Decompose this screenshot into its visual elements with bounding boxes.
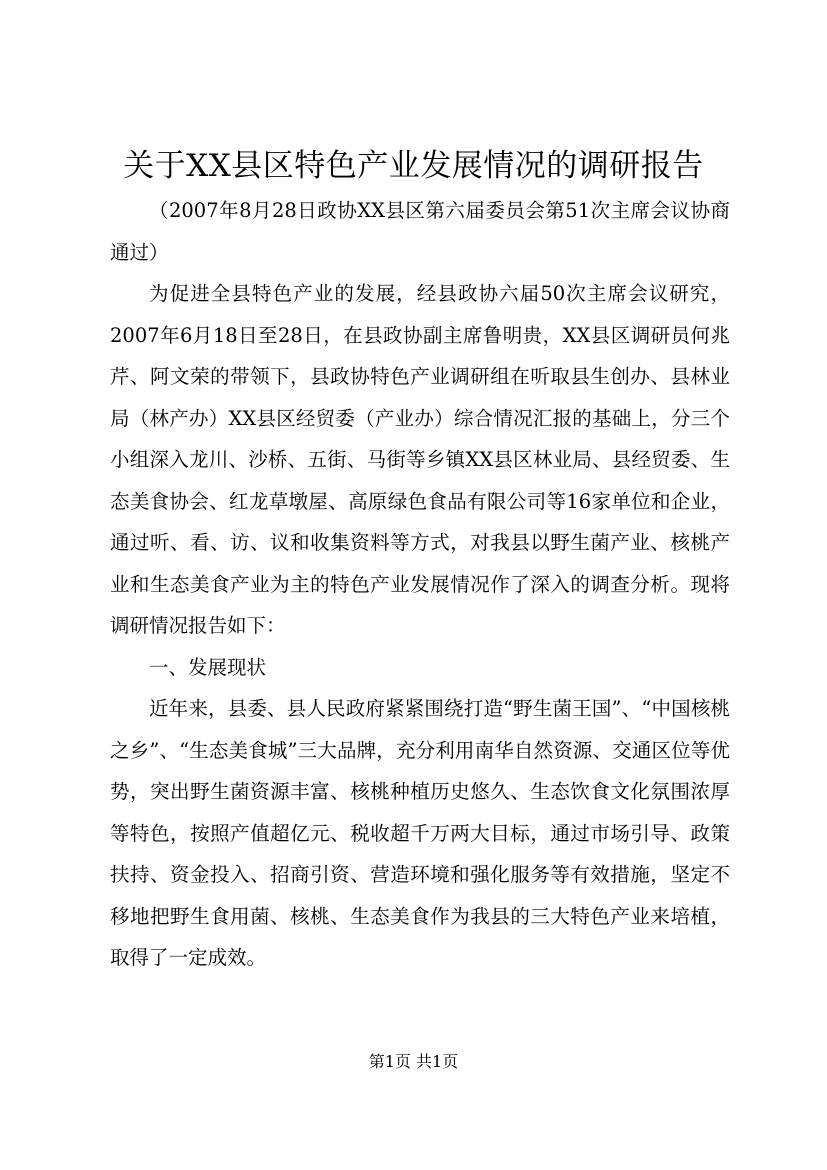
- page-number-footer: 第1页 共1页: [368, 1052, 459, 1071]
- document-title: 关于XX县区特色产业发展情况的调研报告: [123, 148, 704, 184]
- document-body: [110, 190, 730, 979]
- intro-paragraph: 为促进全县特色产业的发展，经县政协六届50次主席会议研究，2007年6月18日至28日，在县政协副主席鲁明贵，XX县区调研员何兆芹、阿文荣的带领下，县政协特色产业调研组在听取县生创办、县林业局（林产办）XX县区经贸委（产业办）综合情况汇报的基础上，分三个小组深入龙川、沙桥、五街、马街等乡镇XX县区林业局、县经贸委、生态美食协会、红龙草墩屋、高原绿色食品有限公司等16家单位和企业，通过听、看、访、议和收集资料等方式，对我县以野生菌产业、核桃产业和生态美食产业为主的特色产业发展情况作了深入的调查分析。现将调研情况报告如下：: [110, 282, 730, 637]
- subtitle-paragraph: （2007年8月28日政协XX县区第六届委员会第51次主席会议协商通过）: [110, 199, 730, 264]
- section-heading: 一、发展现状: [149, 655, 267, 679]
- section-paragraph: 近年来，县委、县人民政府紧紧围绕打造“野生菌王国”、“中国核桃之乡”、“生态美食城”三大品牌，充分利用南华自然资源、交通区位等优势，突出野生菌资源丰富、核桃种植历史悠久、生态饮食文化氛围浓厚等特色，按照产值超亿元、税收超千万两大目标，通过市场引导、政策扶持、资金投入、招商引资、营造环境和强化服务等有效措施，坚定不移地把野生食用菌、核桃、生态美食作为我县的三大特色产业来培植，取得了一定成效。: [110, 697, 730, 969]
